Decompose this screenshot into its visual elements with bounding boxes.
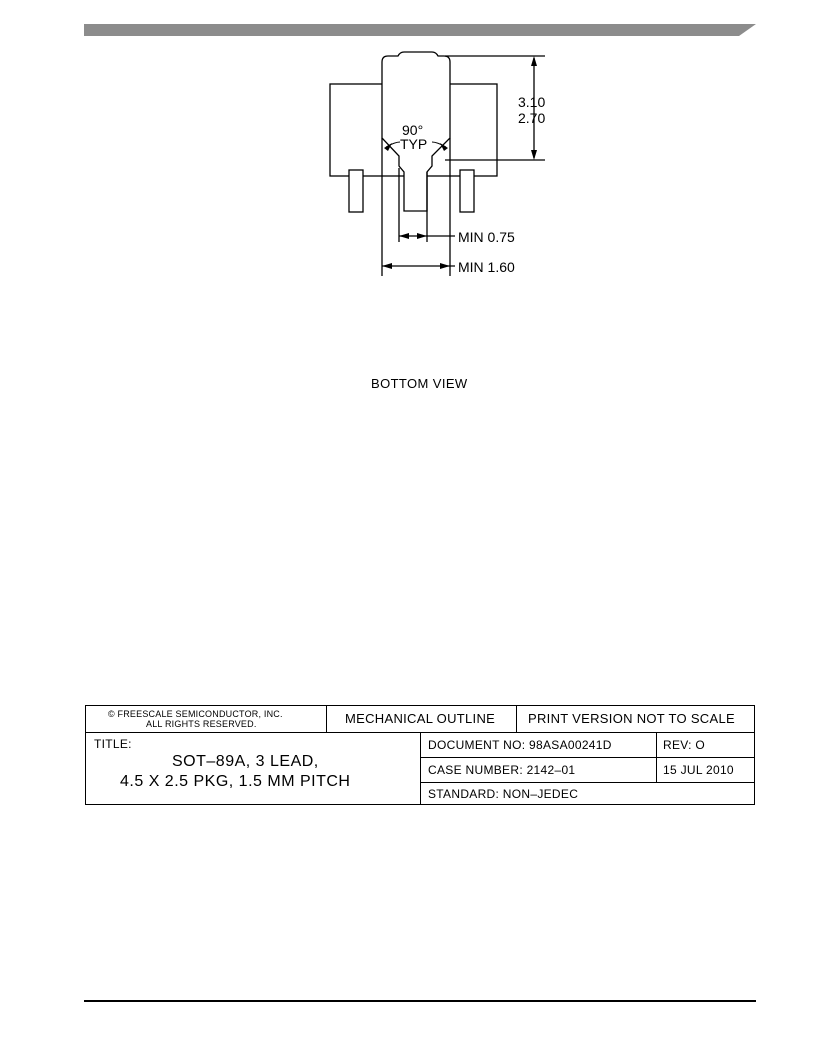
date: 15 JUL 2010	[663, 763, 734, 777]
lead-right	[460, 170, 474, 212]
copyright-line2: ALL RIGHTS RESERVED.	[146, 719, 257, 729]
divider	[516, 706, 517, 732]
view-label: BOTTOM VIEW	[371, 376, 468, 391]
outline-type: MECHANICAL OUTLINE	[345, 711, 496, 726]
divider	[420, 757, 754, 758]
divider	[420, 782, 754, 783]
revision: REV: O	[663, 738, 706, 752]
title-line1: SOT–89A, 3 LEAD,	[172, 753, 319, 770]
copyright-line1: © FREESCALE SEMICONDUCTOR, INC.	[108, 709, 283, 719]
header-bar	[84, 24, 756, 36]
lead-left	[349, 170, 363, 212]
dim-angle-note: TYP	[400, 136, 428, 152]
standard: STANDARD: NON–JEDEC	[428, 787, 579, 801]
title-line2: 4.5 X 2.5 PKG, 1.5 MM PITCH	[120, 773, 351, 790]
divider	[326, 706, 327, 732]
title-block	[85, 705, 755, 805]
dim-height-min: 2.70	[518, 110, 546, 126]
dim-lead-width: MIN 0.75	[458, 229, 515, 245]
print-note: PRINT VERSION NOT TO SCALE	[528, 711, 735, 726]
dim-height-max: 3.10	[518, 94, 546, 110]
dim-pad-width: MIN 1.60	[458, 259, 515, 275]
title-label: TITLE:	[94, 737, 132, 751]
footer-rule	[84, 1000, 756, 1002]
divider	[656, 732, 657, 782]
bottom-view-drawing	[300, 48, 580, 288]
divider	[420, 732, 421, 804]
document-number: DOCUMENT NO: 98ASA00241D	[428, 738, 612, 752]
case-number: CASE NUMBER: 2142–01	[428, 763, 576, 777]
dim-angle: 90°	[402, 122, 424, 138]
